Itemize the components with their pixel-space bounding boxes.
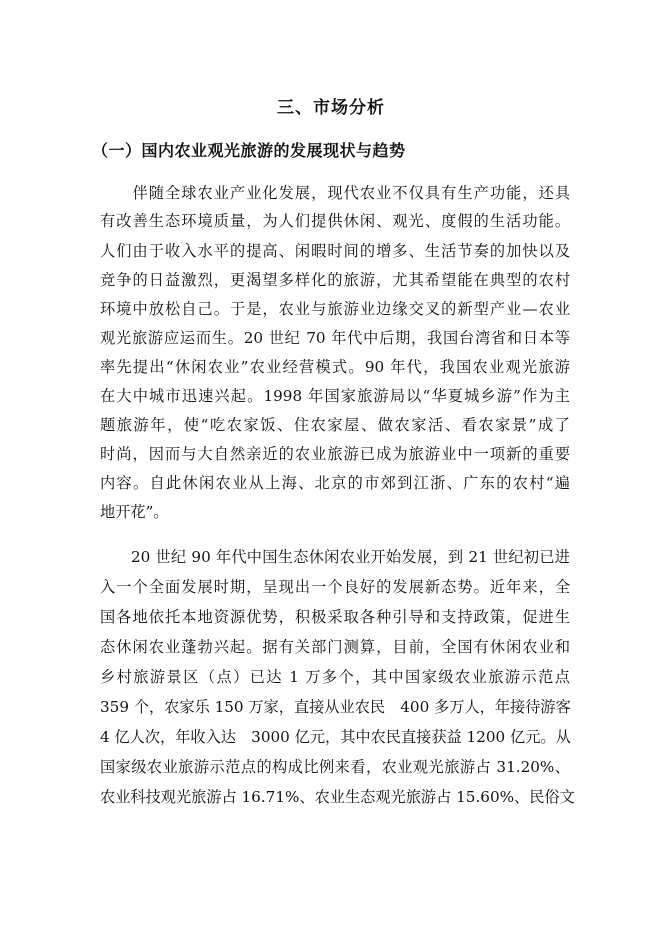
paragraph2-line: 20 世纪 90 年代中国生态休闲农业开始发展，到 21 世纪初已进 (100, 548, 570, 566)
paragraph2-line: 乡村旅游景区（点）已达 1 万多个，其中国家级农业旅游示范点 (100, 668, 570, 686)
paragraph1-line: 率先提出“休闲农业”农业经营模式。90 年代，我国农业观光旅游 (100, 358, 570, 376)
paragraph2-line: 国各地依托本地资源优势，积极采取各种引导和支持政策，促进生 (100, 608, 570, 626)
paragraph2-line: 359 个，农家乐 150 万家，直接从业农民 400 多万人，年接待游客 (100, 698, 571, 716)
paragraph1-line: 人们由于收入水平的提高、闲暇时间的增多、生活节奏的加快以及 (100, 242, 570, 260)
paragraph2-line: 4 亿人次，年收入达 3000 亿元，其中农民直接获益 1200 亿元。从 (100, 728, 571, 746)
subsection-heading: （一）国内农业观光旅游的发展现状与趋势 (92, 141, 406, 160)
paragraph1-line: 题旅游年，使“吃农家饭、住农家屋、做农家活、看农家景”成了 (100, 416, 570, 434)
paragraph1-line: 内容。自此休闲农业从上海、北京的市郊到江浙、广东的农村“遍 (100, 474, 570, 492)
paragraph1-line: 地开花”。 (100, 503, 169, 521)
paragraph1-line: 伴随全球农业产业化发展，现代农业不仅具有生产功能，还具 (100, 184, 570, 202)
section-title: 三、市场分析 (277, 98, 385, 118)
paragraph2-line: 入一个全面发展时期，呈现出一个良好的发展新态势。近年来，全 (100, 578, 570, 596)
paragraph1-line: 时尚，因而与大自然亲近的农业旅游已成为旅游业中一项新的重要 (100, 445, 570, 463)
paragraph1-line: 竞争的日益激烈，更渴望多样化的旅游，尤其希望能在典型的农村 (100, 271, 570, 289)
paragraph1-line: 有改善生态环境质量，为人们提供休闲、观光、度假的生活功能。 (100, 212, 570, 230)
paragraph2-line: 国家级农业旅游示范点的构成比例来看，农业观光旅游占 31.20%、 (100, 758, 570, 776)
paragraph1-line: 在大中城市迅速兴起。1998 年国家旅游局以“华夏城乡游”作为主 (100, 387, 570, 405)
paragraph2-line: 态休闲农业蓬勃兴起。据有关部门测算，目前，全国有休闲农业和 (100, 638, 570, 656)
paragraph1-line: 观光旅游应运而生。20 世纪 70 年代中后期，我国台湾省和日本等 (100, 329, 570, 347)
paragraph1-line: 环境中放松自己。于是，农业与旅游业边缘交叉的新型产业—农业 (100, 300, 570, 318)
paragraph2-line: 农业科技观光旅游占 16.71%、农业生态观光旅游占 15.60%、民俗文 (100, 788, 575, 806)
